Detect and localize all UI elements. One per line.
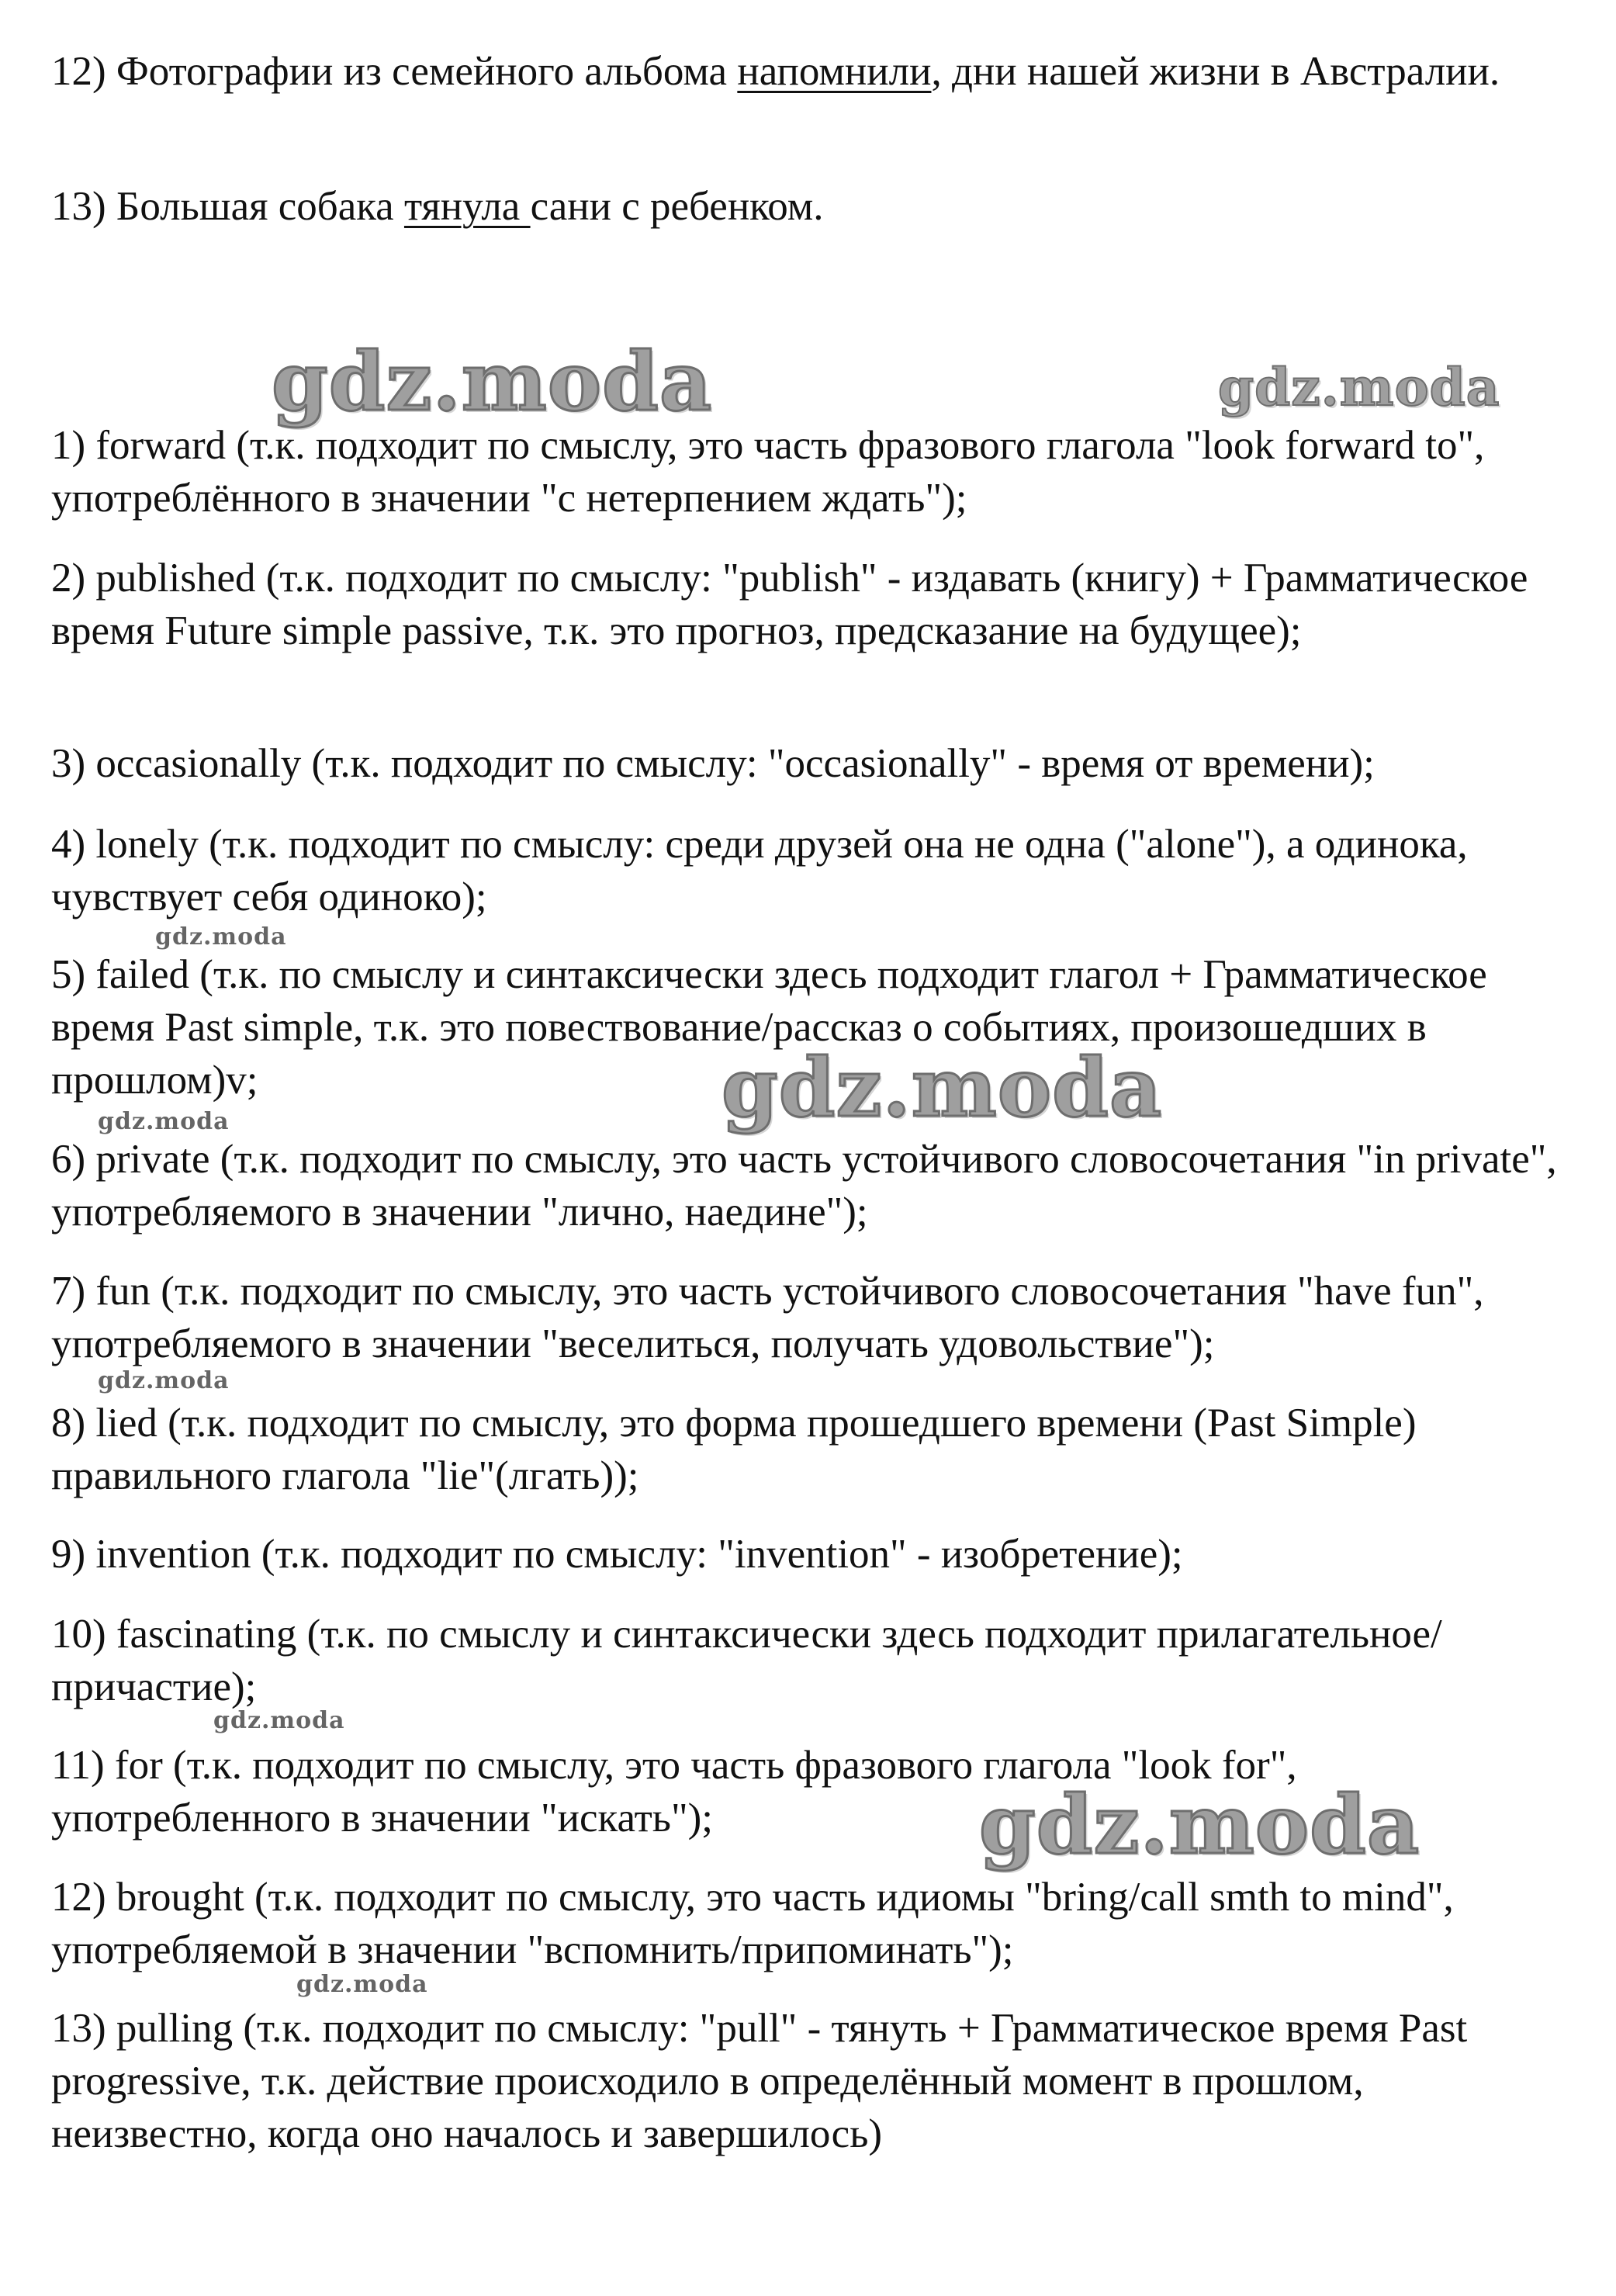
translation-sentence: 12) Фотографии из семейного альбома напомнили, дни нашей жизни в Австралии. (51, 49, 1500, 94)
answer-item: 8) lied (т.к. подходит по смыслу, это форма прошедшего времени (Past Simple) правильного глагола "lie"(лгать)); (51, 1401, 1417, 1498)
answer-item: 10) fascinating (т.к. по смыслу и синтаксически здесь подходит прилагательное/причастие); (51, 1612, 1442, 1709)
answer-item: 2) published (т.к. подходит по смыслу: "publish" - издавать (книгу) + Грамматическое время Future simple passive, т.к. это прогноз, предсказание на будущее); (51, 556, 1528, 653)
underlined-word: напомнили (737, 49, 932, 94)
watermark-logo: gdz.moda (98, 1367, 230, 1394)
watermark-logo: gdz.moda (155, 923, 287, 951)
answer-item: 13) pulling (т.к. подходит по смыслу: "pull" - тянуть + Грамматическое время Past progressive, т.к. действие происходило в определённый момент в прошлом, неизвестно, когда оно началось и завершилось) (51, 2006, 1468, 2156)
answer-item: 4) lonely (т.к. подходит по смыслу: среди друзей она не одна ("alone"), а одинока, чувствует себя одиноко); (51, 822, 1468, 919)
watermark-logo: gdz.moda (98, 1108, 230, 1135)
underlined-word: тянула (403, 184, 531, 229)
answer-item: 7) fun (т.к. подходит по смыслу, это часть устойчивого словосочетания "have fun", употребляемого в значении "веселиться, получать удовольствие"); (51, 1269, 1484, 1366)
answer-item: 3) occasionally (т.к. подходит по смыслу: "occasionally" - время от времени); (51, 741, 1375, 786)
watermark-logo: gdz.moda (296, 1971, 428, 1998)
answer-item: 5) failed (т.к. по смыслу и синтаксически здесь подходит глагол + Грамматическое время Past simple, т.к. это повествование/рассказ о событиях, произошедших в прошлом)v; (51, 952, 1487, 1103)
translation-sentence: 13) Большая собака тянула сани с ребенком. (51, 184, 824, 229)
watermark-logo: gdz.moda (272, 334, 713, 429)
answer-item: 9) invention (т.к. подходит по смыслу: "invention" - изобретение); (51, 1532, 1183, 1577)
answer-item: 1) forward (т.к. подходит по смыслу, это часть фразового глагола "look forward to", употреблённого в значении "с нетерпением ждать"); (51, 423, 1485, 521)
answer-item: 11) for (т.к. подходит по смыслу, это часть фразового глагола "look for", употребленного в значении "искать"); (51, 1743, 1297, 1841)
watermark-logo: gdz.moda (979, 1777, 1420, 1872)
watermark-logo: gdz.moda (721, 1040, 1163, 1135)
answer-item: 6) private (т.к. подходит по смыслу, это часть устойчивого словосочетания "in private", употребляемого в значении "лично, наедине"); (51, 1137, 1557, 1235)
watermark-logo: gdz.moda (1218, 357, 1500, 417)
watermark-logo: gdz.moda (213, 1707, 345, 1734)
answer-item: 12) brought (т.к. подходит по смыслу, это часть идиомы "bring/call smth to mind", употребляемой в значении "вспомнить/припоминать"); (51, 1875, 1454, 1972)
